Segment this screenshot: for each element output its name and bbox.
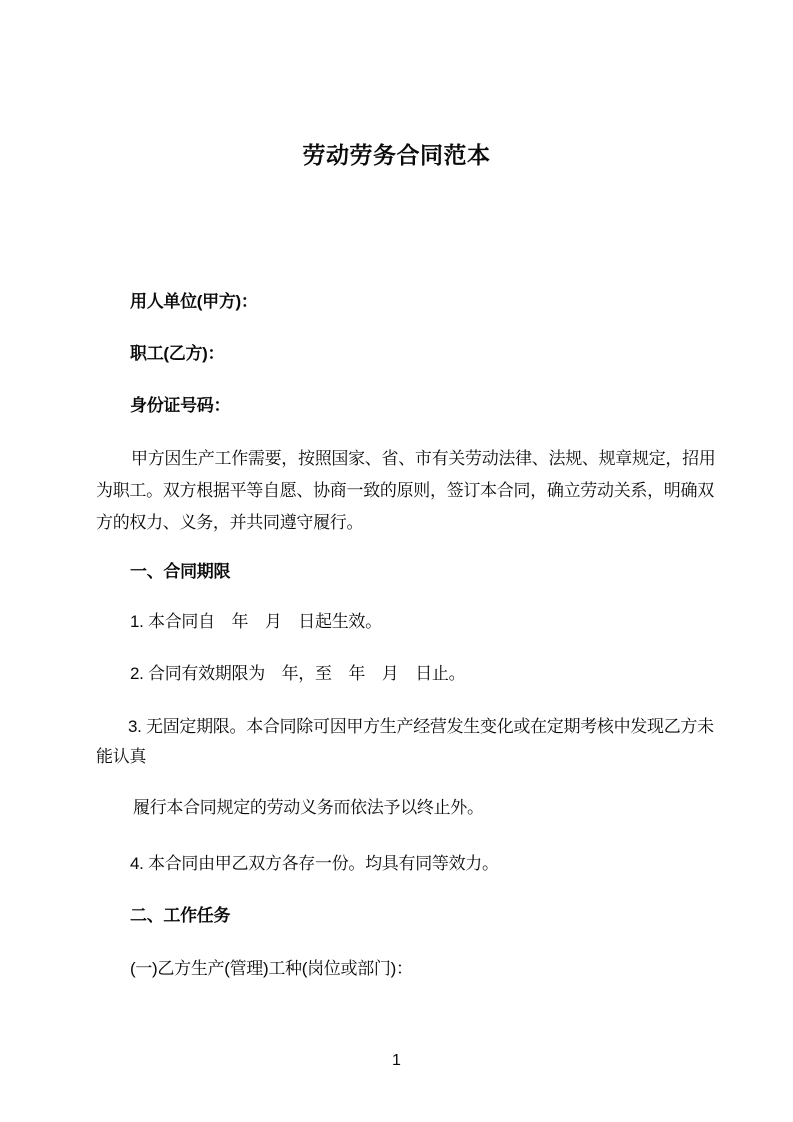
section-1-clause-3-continuation: 履行本合同规定的劳动义务而依法予以终止外。: [133, 798, 484, 817]
intro-paragraph-line-1: 甲方因生产工作需要，按照国家、省、市有关劳动法律、法规、规章规定，招用: [131, 449, 716, 468]
id-number-label: 身份证号码：: [130, 396, 231, 415]
intro-paragraph-line-2: 为职工。双方根据平等自愿、协商一致的原则，签订本合同，确立劳动关系，明确双: [96, 481, 714, 500]
section-1-clause-3-line-2: 能认真: [96, 747, 147, 766]
section-2-clause-1: (一)乙方生产(管理)工种(岗位或部门)：: [130, 959, 413, 978]
section-1-clause-1: 1. 本合同自 年 月 日起生效。: [130, 612, 382, 631]
party-b-label: 职工(乙方)：: [130, 344, 225, 363]
section-1-clause-3-line-1: 3. 无固定期限。本合同除可因甲方生产经营发生变化或在定期考核中发现乙方未: [128, 717, 714, 736]
section-1-clause-4: 4. 本合同由甲乙双方各存一份。均具有同等效力。: [130, 854, 499, 873]
page-number: 1: [392, 1052, 401, 1069]
party-a-label: 用人单位(甲方)：: [130, 292, 258, 311]
section-1-heading: 一、合同期限: [130, 562, 231, 581]
section-2-heading: 二、工作任务: [130, 906, 231, 925]
intro-paragraph-line-3: 方的权力、义务，并共同遵守履行。: [96, 513, 364, 532]
section-1-clause-2: 2. 合同有效期限为 年，至 年 月 日止。: [130, 664, 466, 683]
document-title: 劳动劳务合同范本: [302, 142, 491, 168]
